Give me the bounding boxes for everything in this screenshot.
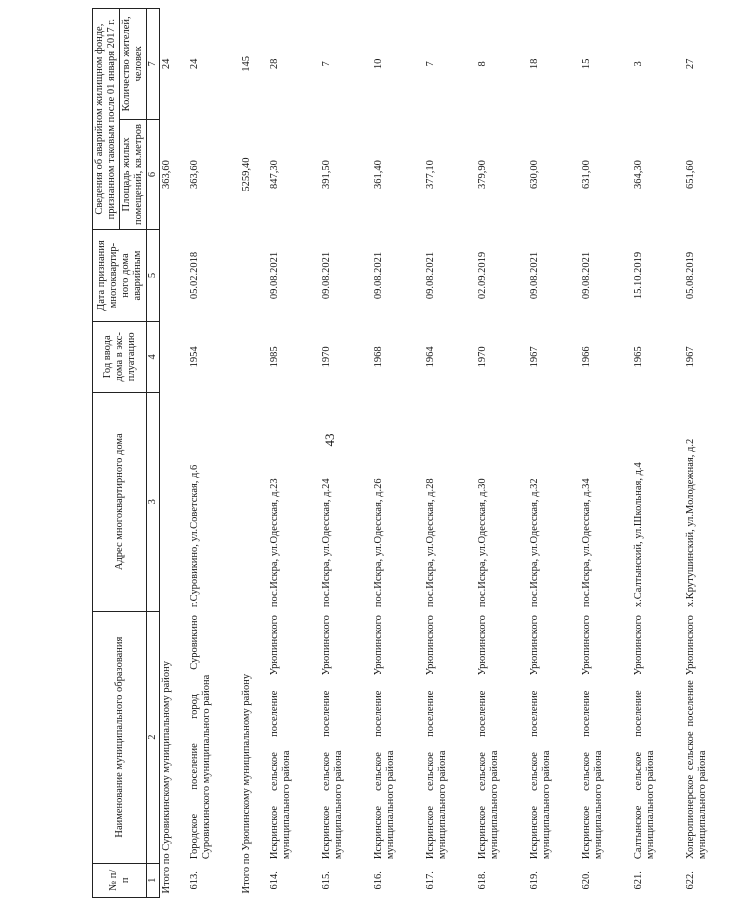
living-area: 651,60 <box>685 160 697 189</box>
year-built: 1970 <box>321 346 333 368</box>
emergency-date: 09.08.2021 <box>581 251 593 300</box>
emergency-housing-table <box>92 8 736 898</box>
municipality: Искринское сельское поселение Урюпинского муниципального района <box>529 615 553 860</box>
municipality: Городское поселение город Суровикино Суровикинского муниципального района <box>189 615 213 860</box>
header-col-area: Площадь жилых помещений, кв.метров <box>120 119 147 230</box>
table-row <box>476 9 528 898</box>
header-index: 6 <box>147 119 160 230</box>
header-col-date: Дата признания многоквартир- ного дома аварийным <box>93 230 147 322</box>
municipality: Искринское сельское поселение Урюпинского муниципального района <box>321 615 345 860</box>
year-built: 1968 <box>373 346 385 368</box>
living-area: 364,30 <box>633 160 645 189</box>
address: х.Салтынский, ул.Школьная, д.4 <box>633 462 645 608</box>
header-group-emergency-fund: Сведения об аварийном жилищном фонде, признанном таковым после 01 января 2017 г. <box>93 9 120 230</box>
row-number: 622. <box>685 871 697 890</box>
header-index: 4 <box>147 321 160 392</box>
living-area: 631,00 <box>581 160 593 189</box>
municipality: Искринское сельское поселение Урюпинского муниципального района <box>425 615 449 860</box>
total-area: 363,60 <box>161 160 173 189</box>
row-number: 614. <box>269 871 281 890</box>
address: пос.Искра, ул.Одесская, д.30 <box>477 478 489 608</box>
emergency-date: 05.02.2018 <box>189 251 201 300</box>
year-built: 1964 <box>425 346 437 368</box>
row-number: 619. <box>529 871 541 890</box>
residents-count: 18 <box>529 58 541 70</box>
header-index: 5 <box>147 230 160 322</box>
row-number: 620. <box>581 871 593 890</box>
total-people: 24 <box>161 58 173 70</box>
emergency-date: 09.08.2021 <box>425 251 437 300</box>
address: пос.Искра, ул.Одесская, д.26 <box>373 478 385 608</box>
residents-count: 8 <box>477 61 489 67</box>
header-col-number: № п/п <box>93 863 147 897</box>
residents-count: 27 <box>685 58 697 70</box>
table-header <box>93 9 160 898</box>
page-number: 43 <box>322 433 337 447</box>
table-row <box>268 9 320 898</box>
table-row <box>632 9 684 898</box>
emergency-date: 09.08.2021 <box>529 251 541 300</box>
row-number: 618. <box>477 871 489 890</box>
year-built: 1954 <box>189 346 201 368</box>
municipality: Искринское сельское поселение Урюпинского муниципального района <box>373 615 397 860</box>
year-built: 1966 <box>581 346 593 368</box>
residents-count: 7 <box>425 61 437 67</box>
residents-count: 24 <box>189 58 201 70</box>
header-index: 1 <box>147 863 160 897</box>
municipality: Хоперопионерское сельское поселение Урюпинского муниципального района <box>685 615 709 860</box>
emergency-date: 09.08.2021 <box>373 251 385 300</box>
row-number: 615. <box>321 871 333 890</box>
year-built: 1985 <box>269 346 281 368</box>
residents-count: 15 <box>581 58 593 70</box>
municipality: Салтынское сельское поселение Урюпинского муниципального района <box>633 615 657 860</box>
header-index: 3 <box>147 392 160 611</box>
header-col-municipality: Наименование муниципального образования <box>93 611 147 863</box>
year-built: 1967 <box>529 346 541 368</box>
emergency-date: 05.08.2019 <box>685 251 697 300</box>
total-area: 5259,40 <box>241 157 253 192</box>
living-area: 391,50 <box>321 160 333 189</box>
address: пос.Искра, ул.Одесская, д.28 <box>425 478 437 608</box>
row-number: 621. <box>633 871 645 890</box>
total-label: Итого по Урюпинскому муниципальному району <box>241 673 253 894</box>
address: пос.Искра, ул.Одесская, д.32 <box>529 478 541 608</box>
table-row <box>320 9 372 898</box>
total-people: 145 <box>241 55 253 72</box>
residents-count: 3 <box>633 61 645 67</box>
emergency-date: 09.08.2021 <box>321 251 333 300</box>
emergency-date: 15.10.2019 <box>633 251 645 300</box>
header-col-year: Год ввода дома в экс- плуатацию <box>93 321 147 392</box>
living-area: 630,00 <box>529 160 541 189</box>
living-area: 377,10 <box>425 160 437 189</box>
emergency-date: 02.09.2019 <box>477 251 489 300</box>
address: пос.Искра, ул.Одесская, д.24 <box>321 478 333 608</box>
municipality: Искринское сельское поселение Урюпинского муниципального района <box>581 615 605 860</box>
address: пос.Искра, ул.Одесская, д.34 <box>581 478 593 608</box>
header-index: 2 <box>147 611 160 863</box>
header-col-address: Адрес многоквартирного дома <box>93 392 147 611</box>
table-row <box>528 9 580 898</box>
table-row <box>580 9 632 898</box>
address: пос.Искра, ул.Одесская, д.23 <box>269 478 281 608</box>
emergency-date: 09.08.2021 <box>269 251 281 300</box>
header-col-people: Количество жителей, человек <box>120 9 147 120</box>
table-row-total <box>160 9 189 898</box>
residents-count: 10 <box>373 58 385 70</box>
row-number: 617. <box>425 871 437 890</box>
living-area: 379,90 <box>477 160 489 189</box>
table-row <box>372 9 424 898</box>
year-built: 1965 <box>633 346 645 368</box>
row-number: 616. <box>373 871 385 890</box>
living-area: 847,30 <box>269 160 281 189</box>
header-index: 7 <box>147 9 160 120</box>
table-row <box>684 9 736 898</box>
year-built: 1970 <box>477 346 489 368</box>
residents-count: 28 <box>269 58 281 70</box>
row-number: 613. <box>189 871 201 890</box>
total-label: Итого по Суровикинскому муниципальному району <box>161 660 173 894</box>
table-row <box>424 9 476 898</box>
municipality: Искринское сельское поселение Урюпинского муниципального района <box>477 615 501 860</box>
living-area: 361,40 <box>373 160 385 189</box>
address: г.Суровикино, ул.Советская, д.6 <box>189 464 201 608</box>
year-built: 1967 <box>685 346 697 368</box>
table-row-total <box>240 9 268 898</box>
residents-count: 7 <box>321 61 333 67</box>
rotated-table-container <box>92 8 709 898</box>
living-area: 363,60 <box>189 160 201 189</box>
table-row <box>188 9 240 898</box>
address: х.Крутушинский, ул.Молодежная, д.2 <box>685 438 697 608</box>
municipality: Искринское сельское поселение Урюпинского муниципального района <box>269 615 293 860</box>
